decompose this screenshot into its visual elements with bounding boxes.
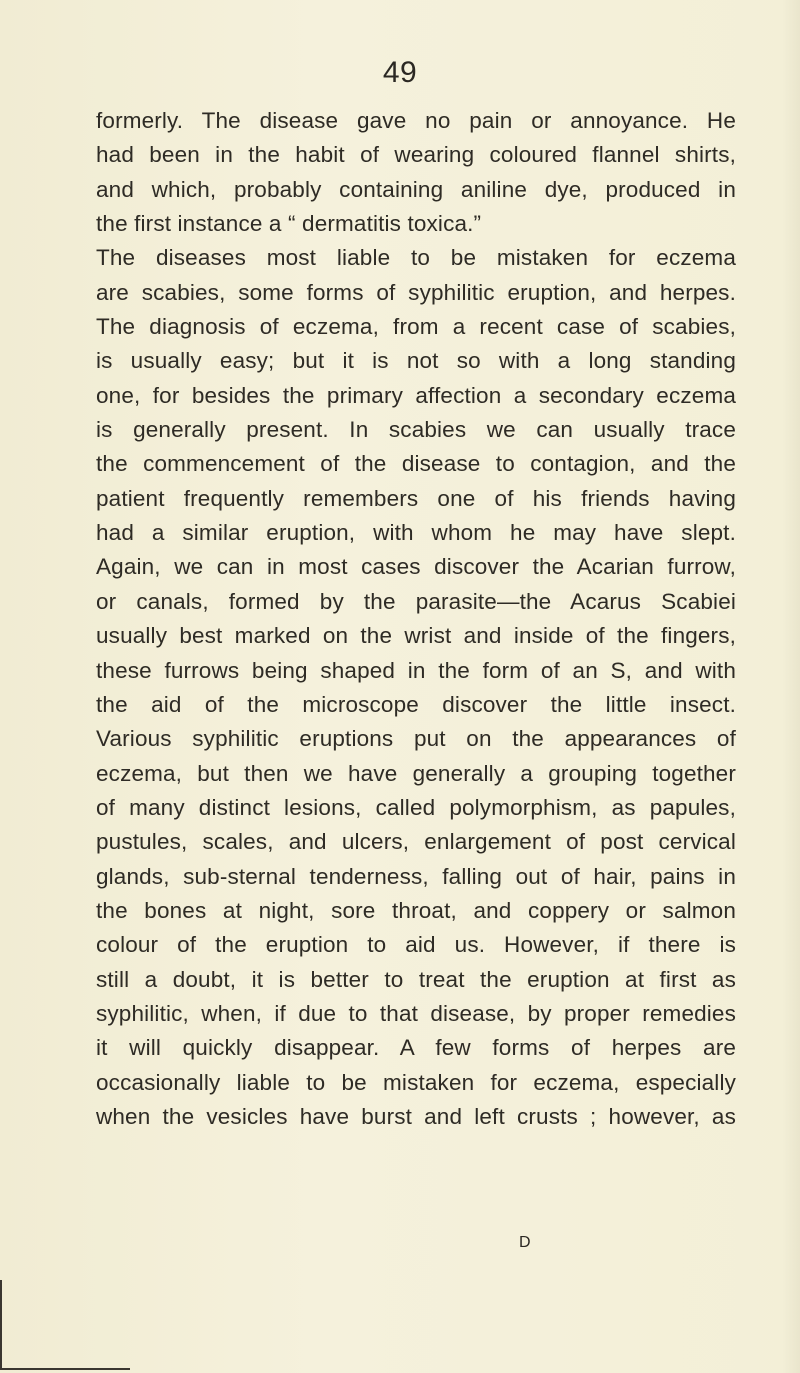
text-line: formerly. The disease gave no pain or annoyance. He [96,108,736,133]
text-line: the first instance a “ dermatitis toxica.” [96,211,482,237]
text-line: colour of the eruption to aid us. However, if there is [96,932,736,958]
text-line: these furrows being shaped in the form of an S, and with [96,657,736,683]
text-line: one, for besides the primary affection a secondary eczema [96,382,736,408]
text-line: Various syphilitic eruptions put on the appearances of [96,726,736,752]
text-line: or canals, formed by the parasite—the Acarus Scabiei [96,588,736,614]
text-line: of many distinct lesions, called polymorphism, as papules, [96,794,736,820]
text-line: the bones at night, sore throat, and coppery or salmon [96,897,736,923]
text-line: had a similar eruption, with whom he may have slept. [96,520,736,546]
text-line: the aid of the microscope discover the little insect. [96,691,736,717]
body-text [96,104,736,1134]
text-line: patient frequently remembers one of his friends having [96,485,736,511]
text-line: is usually easy; but it is not so with a long standing [96,348,736,374]
text-line: The diseases most liable to be mistaken for eczema [96,245,736,271]
text-line: still a doubt, it is better to treat the eruption at first as [96,966,736,992]
text-line: are scabies, some forms of syphilitic eruption, and herpes. [96,279,736,305]
text-line: occasionally liable to be mistaken for eczema, especially [96,1069,736,1095]
corner-rule-horizontal [0,1368,130,1370]
text-line: had been in the habit of wearing coloured flannel shirts, [96,142,736,168]
text-line: and which, probably containing aniline dye, produced in [96,176,736,202]
text-line: is generally present. In scabies we can usually trace [96,417,736,443]
text-line: eczema, but then we have generally a grouping together [96,760,736,786]
signature-mark: D [519,1234,531,1251]
text-line: Again, we can in most cases discover the Acarian furrow, [96,554,736,580]
corner-rule-vertical [0,1280,2,1370]
text-line: glands, sub-sternal tenderness, falling out of hair, pains in [96,863,736,889]
page-number: 49 [382,56,418,89]
page-edge-shadow [782,0,800,1373]
text-line: syphilitic, when, if due to that disease, by proper remedies [96,1000,736,1026]
text-line: the commencement of the disease to contagion, and the [96,451,736,477]
text-line: when the vesicles have burst and left crusts ; however, as [96,1103,736,1129]
text-line: usually best marked on the wrist and inside of the fingers, [96,623,736,649]
text-line: pustules, scales, and ulcers, enlargement of post cervical [96,829,736,855]
text-line: The diagnosis of eczema, from a recent case of scabies, [96,314,736,340]
text-line: it will quickly disappear. A few forms of herpes are [96,1035,736,1061]
